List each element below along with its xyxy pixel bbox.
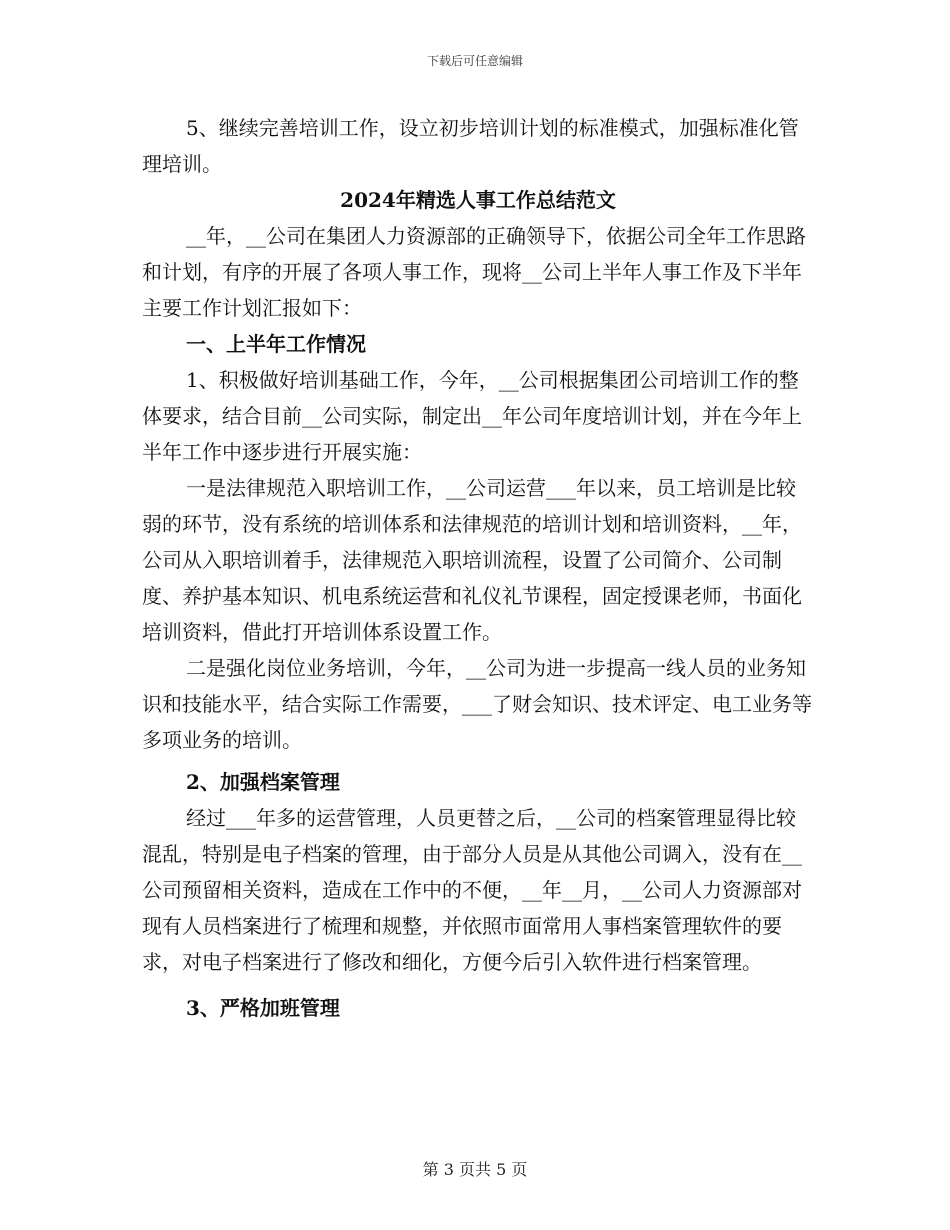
page-footer: 第 3 页共 5 页 [422,1160,528,1179]
document-body [142,110,814,1026]
paragraph-item-1: 1、积极做好培训基础工作，今年，__公司根据集团公司培训工作的整体要求，结合目前__公司实际，制定出__年公司年度培训计划，并在今年上半年工作中逐步进行开展实施： [142,368,802,464]
document-title: 2024年精选人事工作总结范文 [340,188,616,212]
paragraph-first-point: 一是法律规范入职培训工作，__公司运营___年以来，员工培训是比较弱的环节，没有系统的培训体系和法律规范的培训计划和培训资料，__年，公司从入职培训着手，法律规范入职培训流程，设置了公司简介、公司制度、养护基本知识、机电系统运营和礼仪礼节课程，固定授课老师，书面化培训资料，借此打开培训体系设置工作。 [142,476,802,644]
heading-item-3: 3、严格加班管理 [186,996,340,1020]
heading-item-2: 2、加强档案管理 [186,770,340,794]
paragraph-intro: 5、继续完善培训工作，设立初步培训计划的标准模式，加强标准化管理培训。 [142,116,799,176]
paragraph-item-2: 经过___年多的运营管理，人员更替之后，__公司的档案管理显得比较混乱，特别是电子档案的管理，由于部分人员是从其他公司调入，没有在__公司预留相关资料，造成在工作中的不便，__年__月，__公司人力资源部对现有人员档案进行了梳理和规整，并依照市面常用人事档案管理软件的要求，对电子档案进行了修改和细化，方便今后引入软件进行档案管理。 [142,806,802,974]
page-header: 下载后可任意编辑 [426,54,523,68]
paragraph-opening: __年，__公司在集团人力资源部的正确领导下，依据公司全年工作思路和计划，有序的开展了各项人事工作，现将__公司上半年人事工作及下半年主要工作计划汇报如下： [142,224,806,320]
section-heading-1: 一、上半年工作情况 [186,332,366,356]
paragraph-second-point: 二是强化岗位业务培训，今年，__公司为进一步提高一线人员的业务知识和技能水平，结合实际工作需要，___了财会知识、技术评定、电工业务等多项业务的培训。 [142,656,812,752]
